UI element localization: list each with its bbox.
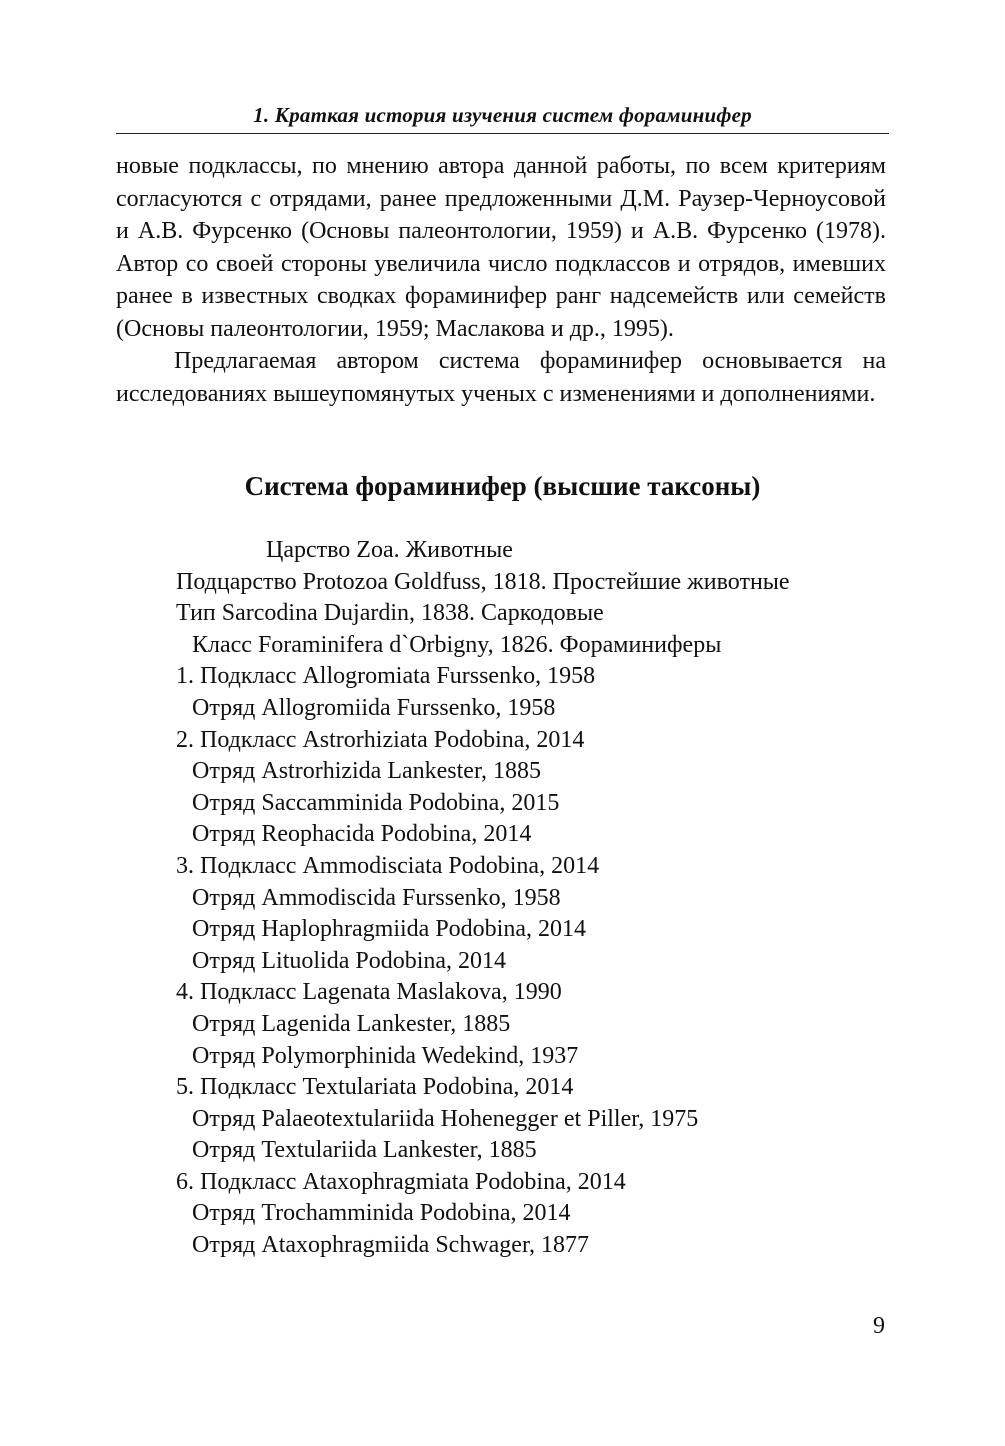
taxon-subclass: 4. Подкласс Lagenata Maslakova, 1990 [176,979,562,1006]
taxon-order: Отряд Saccamminida Podobina, 2015 [192,789,560,816]
taxon-subclass: 1. Подкласс Allogromiata Furssenko, 1958 [176,663,596,690]
taxon-order: Отряд Haplophragmiida Podobina, 2014 [192,916,586,943]
taxon-order: Отряд Trochamminida Podobina, 2014 [192,1200,571,1227]
taxon-order: Отряд Lagenida Lankester, 1885 [192,1010,511,1037]
taxon-phylum: Тип Sarcodina Dujardin, 1838. Саркодовые [176,600,604,627]
body-text [116,150,886,410]
taxon-order: Отряд Reophacida Podobina, 2014 [192,821,532,848]
taxon-subclass: 2. Подкласс Astrorhiziata Podobina, 2014 [176,726,585,753]
page-number: 9 [873,1313,885,1339]
taxon-subkingdom: Подцарство Protozoa Goldfuss, 1818. Простейшие животные [176,568,790,595]
taxon-order: Отряд Polymorphinida Wedekind, 1937 [192,1042,579,1069]
taxon-order: Отряд Lituolida Podobina, 2014 [192,947,507,974]
taxon-class: Класс Foraminifera d`Orbigny, 1826. Фораминиферы [192,631,722,658]
taxon-order: Отряд Astrorhizida Lankester, 1885 [192,758,541,785]
header-rule [116,133,889,134]
taxon-order: Отряд Ammodiscida Furssenko, 1958 [192,884,561,911]
taxon-subclass: 3. Подкласс Ammodisciata Podobina, 2014 [176,852,600,879]
taxon-order: Отряд Textulariida Lankester, 1885 [192,1137,537,1164]
running-header: 1. Краткая история изучения систем фораминифер [253,103,752,127]
taxon-subclass: 6. Подкласс Ataxophragmiata Podobina, 2014 [176,1168,626,1195]
section-title: Система фораминифер (высшие таксоны) [244,471,761,501]
taxon-kingdom: Царство Zoa. Животные [266,537,513,563]
taxon-subclass: 5. Подкласс Textulariata Podobina, 2014 [176,1074,574,1101]
paragraph-1: новые подклассы, по мнению автора данной работы, по всем критериям согласуются с отрядами, ранее предложенными Д.М. Раузер-Черноусовой и А.В. Фурсенко (Основы палеонтологии, 1959) и А.В. Фурсенко (1978). Автор со своей стороны увеличила число подклассов и отрядов, имевших ранее в известных сводках фораминифер ранг надсемейств или семейств (Основы палеонтологии, 1959; Маслакова и др., 1995). [116,153,886,342]
taxon-order: Отряд Ataxophragmiida Schwager, 1877 [192,1232,589,1259]
taxon-order: Отряд Palaeotextulariida Hohenegger et Piller, 1975 [192,1105,699,1132]
paragraph-2: Предлагаемая автором система фораминифер основывается на исследованиях вышеупомянутых ученых с изменениями и дополнениями. [116,348,886,407]
taxonomy-list [0,535,1005,1262]
taxon-order: Отряд Allogromiida Furssenko, 1958 [192,694,556,721]
